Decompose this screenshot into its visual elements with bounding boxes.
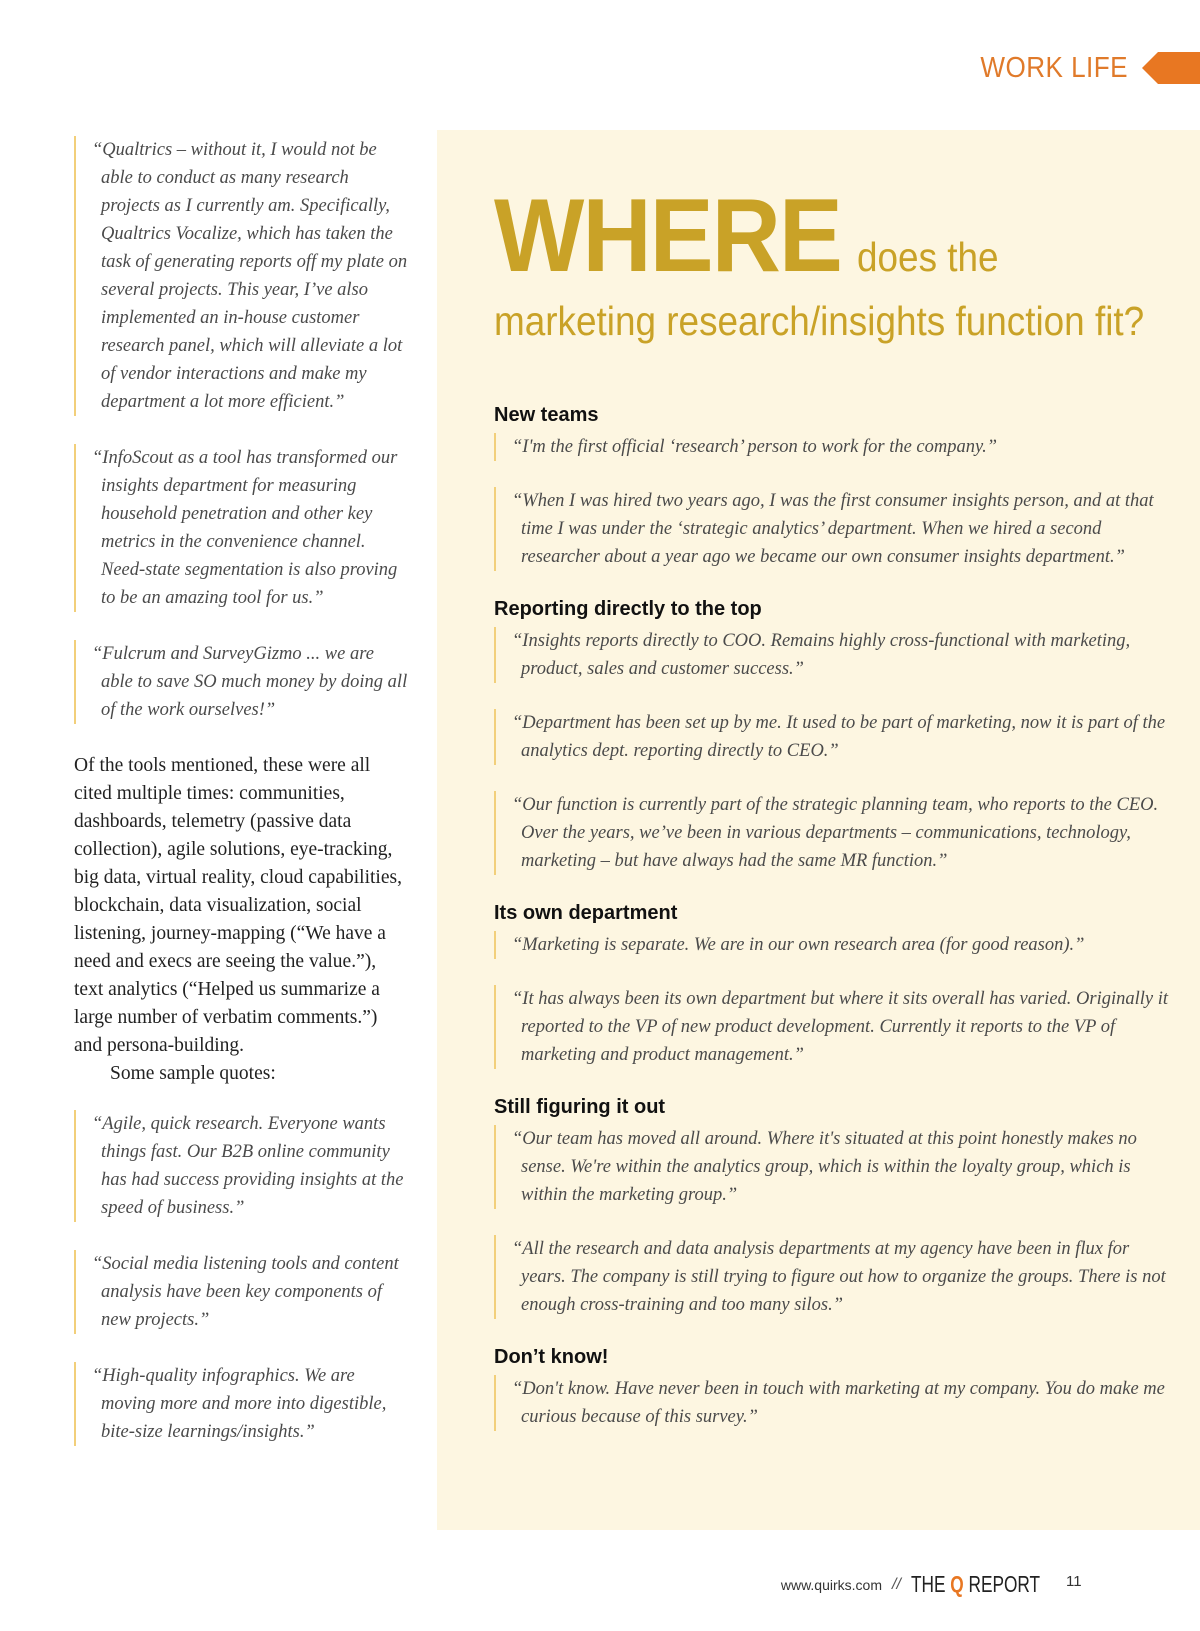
headline-second-line: marketing research/insights function fit? bbox=[494, 298, 1145, 344]
pull-quote bbox=[494, 791, 1174, 875]
quote-text: “I'm the first official ‘research’ person to work for the company.” bbox=[512, 437, 998, 457]
quote-text: “Agile, quick research. Everyone wants things fast. Our B2B online community has had success providing insights at the speed of business.” bbox=[92, 1114, 404, 1218]
quote-text: “High-quality infographics. We are moving more and more into digestible, bite-size learnings/insights.” bbox=[92, 1366, 387, 1442]
body-paragraph bbox=[74, 752, 410, 1088]
body-text-intro: Some sample quotes: bbox=[110, 1063, 276, 1084]
section-tag bbox=[964, 48, 1200, 88]
quote-text: “Our function is currently part of the strategic planning team, who reports to the CEO. Over the years, we’ve been in various departments – communications, technology, marketing – but have always had the same MR function.” bbox=[512, 795, 1159, 871]
group-heading: Its own department bbox=[494, 902, 678, 924]
quote-text: “It has always been its own department but where it sits overall has varied. Originally it reported to the VP of new product development. Currently it reports to the VP of marketing and product management.” bbox=[512, 989, 1169, 1065]
pull-quote bbox=[74, 136, 410, 416]
section-tab-marker bbox=[1142, 52, 1200, 84]
pull-quote bbox=[494, 931, 1174, 959]
pull-quote bbox=[494, 1235, 1174, 1319]
footer-separator: // bbox=[892, 1575, 901, 1593]
quote-group bbox=[494, 597, 1174, 875]
pull-quote bbox=[494, 709, 1174, 765]
footer bbox=[781, 1571, 1083, 1598]
brand-report: REPORT bbox=[968, 1571, 1040, 1597]
quote-text: “Fulcrum and SurveyGizmo ... we are able to save SO much money by doing all of the work ourselves!” bbox=[92, 644, 408, 720]
quote-group bbox=[494, 1095, 1174, 1319]
pull-quote bbox=[74, 1362, 410, 1446]
pull-quote bbox=[494, 487, 1174, 571]
group-heading: Reporting directly to the top bbox=[494, 598, 762, 620]
quote-text: “Insights reports directly to COO. Remains highly cross-functional with marketing, product, sales and customer success.” bbox=[512, 631, 1131, 679]
quote-text: “Department has been set up by me. It used to be part of marketing, now it is part of the analytics dept. reporting directly to CEO.” bbox=[512, 713, 1166, 761]
pull-quote bbox=[74, 444, 410, 612]
pull-quote bbox=[74, 640, 410, 724]
quote-text: “Marketing is separate. We are in our own research area (for good reason).” bbox=[512, 935, 1085, 955]
headline-small-text: does the bbox=[857, 234, 999, 280]
quote-text: “Don't know. Have never been in touch with marketing at my company. You do make me curious because of this survey.” bbox=[512, 1379, 1165, 1427]
quote-group bbox=[494, 1345, 1174, 1431]
page-number: 11 bbox=[1066, 1573, 1082, 1590]
brand-q: Q bbox=[950, 1571, 964, 1597]
quote-text: “InfoScout as a tool has transformed our insights department for measuring household penetration and other key metrics in the convenience channel. Need-state segmentation is also proving to be an amazing tool for us.” bbox=[92, 448, 398, 608]
quote-text: “When I was hired two years ago, I was the first consumer insights person, and at that time I was under the ‘strategic analytics’ department. When we hired a second researcher about a year ago we became our own consumer insights department.” bbox=[512, 491, 1154, 567]
pull-quote bbox=[494, 1375, 1174, 1431]
brand-logo bbox=[911, 1571, 1040, 1598]
quote-group bbox=[494, 403, 1174, 571]
pull-quote bbox=[74, 1110, 410, 1222]
pull-quote bbox=[494, 985, 1174, 1069]
pull-quote bbox=[494, 1125, 1174, 1209]
quote-text: “Qualtrics – without it, I would not be able to conduct as many research projects as I currently am. Specifically, Qualtrics Vocalize, which has taken the task of generating reports off my plate on several projects. This year, I’ve also implemented an in-house customer research panel, which will alleviate a lot of vendor interactions and make my department a lot more efficient.” bbox=[92, 140, 408, 412]
headline bbox=[494, 178, 1194, 345]
section-label: WORK LIFE bbox=[980, 51, 1128, 84]
group-heading: Don’t know! bbox=[494, 1346, 609, 1368]
group-heading: Still figuring it out bbox=[494, 1096, 666, 1118]
pull-quote bbox=[494, 627, 1174, 683]
left-column bbox=[74, 136, 410, 1474]
panel-content bbox=[494, 403, 1174, 1457]
footer-url[interactable]: www.quirks.com bbox=[780, 1576, 882, 1593]
sidebar-panel bbox=[437, 130, 1200, 1530]
brand-the: THE bbox=[910, 1571, 946, 1597]
quote-text: “Social media listening tools and content analysis have been key components of new projects.” bbox=[92, 1254, 399, 1330]
quote-text: “Our team has moved all around. Where it's situated at this point honestly makes no sense. We're within the analytics group, which is within the loyalty group, which is within the marketing group.” bbox=[512, 1129, 1137, 1205]
pull-quote bbox=[74, 1250, 410, 1334]
headline-big-word: WHERE bbox=[494, 178, 841, 294]
quote-group bbox=[494, 901, 1174, 1069]
quote-text: “All the research and data analysis departments at my agency have been in flux for years. The company is still trying to figure out how to organize the groups. There is not enough cross-training and too many silos.” bbox=[512, 1239, 1166, 1315]
group-heading: New teams bbox=[494, 404, 599, 426]
body-text: Of the tools mentioned, these were all cited multiple times: communities, dashboards, telemetry (passive data collection), agile solutions, eye-tracking, big data, virtual reality, cloud capabilities, blockchain, data visualization, social listening, journey-mapping (“We have a need and execs are seeing the value.”), text analytics (“Helped us summarize a large number of verbatim comments.”) and persona-building. bbox=[74, 755, 402, 1056]
pull-quote bbox=[494, 433, 1174, 461]
